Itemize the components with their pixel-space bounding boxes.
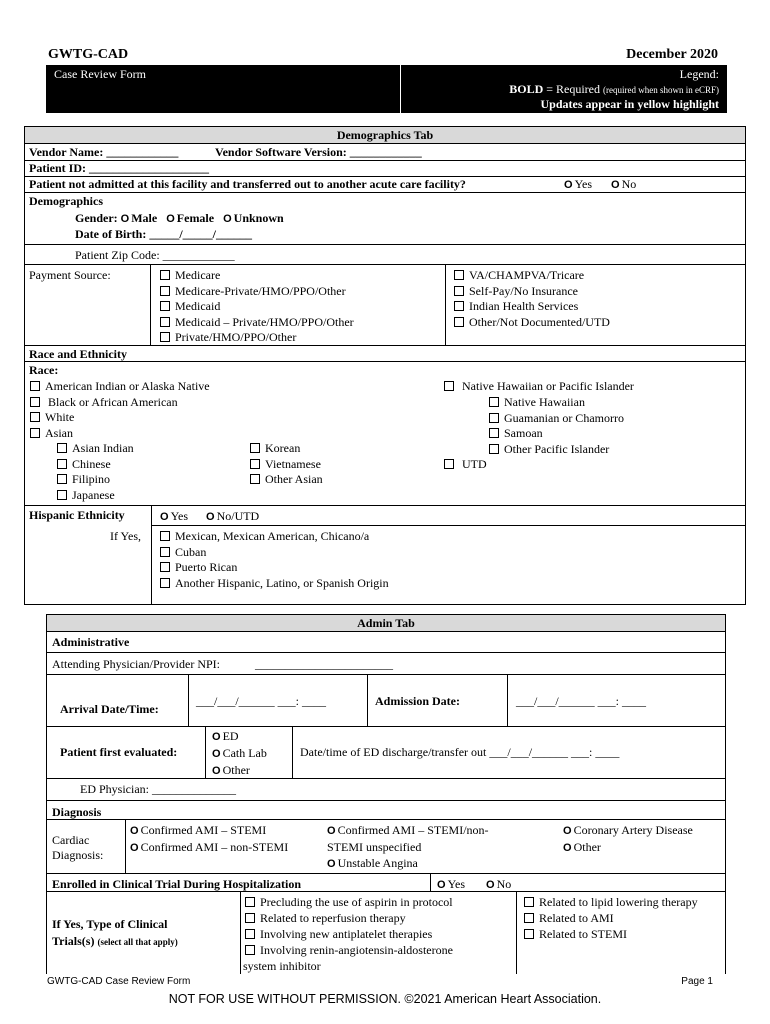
- trial-type-option-label: Related to lipid lowering therapy: [539, 895, 698, 909]
- payment-option-label: Indian Health Services: [469, 299, 579, 314]
- trial-type-option-label: Related to STEMI: [539, 927, 627, 941]
- race-nhpi[interactable]: [444, 379, 634, 394]
- checkbox-icon: [160, 317, 170, 327]
- race-option[interactable]: [30, 410, 210, 426]
- gender-female[interactable]: [166, 211, 214, 225]
- trial-yes-label: Yes: [447, 877, 466, 891]
- checkbox-icon: [160, 562, 170, 572]
- legend-required: [509, 82, 719, 97]
- radio-icon: O: [130, 825, 139, 837]
- checkbox-icon: [444, 459, 454, 469]
- asian-option-label: Korean: [265, 441, 301, 455]
- checkbox-icon: [489, 428, 499, 438]
- radio-icon: O: [563, 842, 572, 854]
- checkbox-icon: [524, 897, 534, 907]
- admission-datetime-field[interactable]: ___/___/______ ___: ____: [516, 694, 647, 708]
- hispanic-option-label: Another Hispanic, Latino, or Spanish Origin: [175, 575, 389, 590]
- radio-icon: O: [206, 511, 215, 523]
- diagnosis-col1: [130, 822, 288, 856]
- checkbox-icon: [57, 490, 67, 500]
- asian-option-label: Asian Indian: [72, 441, 134, 455]
- trial-type-option[interactable]: [245, 942, 453, 958]
- asian-option[interactable]: [250, 457, 323, 473]
- payment-option[interactable]: [454, 284, 610, 300]
- diagnosis-option[interactable]: [563, 839, 693, 856]
- checkbox-icon: [489, 413, 499, 423]
- arrival-datetime-field[interactable]: ___/___/______ ___: ____: [196, 694, 327, 708]
- asian-option-label: Japanese: [72, 487, 115, 502]
- hispanic-no-label: No/UTD: [216, 509, 260, 523]
- first-evaluated-options: [212, 728, 267, 779]
- race-option-label: White: [45, 410, 75, 425]
- hispanic-options-list: [160, 529, 389, 591]
- first-eval-option-label: ED: [222, 729, 239, 743]
- diagnosis-option-label: Confirmed AMI – STEMI: [140, 823, 267, 837]
- trial-no[interactable]: [486, 877, 511, 892]
- payment-source-label: Payment Source:: [29, 268, 111, 282]
- date-of-birth[interactable]: Date of Birth: _____/_____/______: [75, 227, 252, 241]
- legend-updates: Updates appear in yellow highlight: [540, 97, 719, 111]
- nhpi-option[interactable]: [489, 411, 624, 427]
- radio-icon: O: [611, 179, 620, 191]
- checkbox-icon: [30, 412, 40, 422]
- radio-icon: O: [564, 179, 573, 191]
- hispanic-option-label: Cuban: [175, 544, 207, 559]
- cardiac-label-line2: Diagnosis:: [52, 848, 104, 862]
- hispanic-option[interactable]: [160, 576, 389, 592]
- asian-option-label: Filipino: [72, 472, 111, 487]
- payment-option-label: Self-Pay/No Insurance: [469, 283, 578, 298]
- checkbox-icon: [524, 929, 534, 939]
- gender-unknown-label: Unknown: [233, 211, 284, 225]
- gender-row: [75, 211, 284, 226]
- trial-type-option[interactable]: [524, 910, 698, 926]
- nhpi-option[interactable]: [489, 395, 624, 411]
- radio-icon: O: [130, 842, 139, 854]
- first-eval-option[interactable]: [212, 728, 267, 745]
- attending-npi-label: Attending Physician/Provider NPI:: [52, 657, 220, 671]
- footer-form-name: GWTG-CAD Case Review Form: [47, 976, 191, 987]
- payment-option[interactable]: [160, 315, 354, 331]
- checkbox-icon: [30, 381, 40, 391]
- form-code: GWTG-CAD: [48, 47, 129, 62]
- checkbox-icon: [245, 945, 255, 955]
- checkbox-icon: [160, 286, 170, 296]
- payment-option-label: Other/Not Documented/UTD: [469, 314, 610, 329]
- arrival-label: Arrival Date/Time:: [60, 702, 159, 716]
- checkbox-icon: [160, 301, 170, 311]
- payment-option-label: Medicare: [175, 268, 221, 282]
- gender-unknown[interactable]: [223, 211, 284, 225]
- payment-option-label: Private/HMO/PPO/Other: [175, 330, 297, 345]
- trial-type-option[interactable]: [245, 926, 453, 942]
- race-utd[interactable]: [444, 457, 487, 472]
- trial-type-option[interactable]: [524, 926, 698, 942]
- trial-type-option[interactable]: [524, 894, 698, 910]
- asian-subgroup-col2: [250, 441, 323, 488]
- diagnosis-option[interactable]: [327, 855, 489, 872]
- checkbox-icon: [444, 381, 454, 391]
- trial-type-option-label: Related to reperfusion therapy: [260, 911, 406, 925]
- cardiac-diagnosis-label: [52, 833, 103, 863]
- nhpi-option-label: Native Hawaiian: [504, 395, 585, 409]
- nhpi-option-label: Samoan: [504, 426, 543, 441]
- radio-icon: O: [563, 825, 572, 837]
- payment-option[interactable]: [160, 284, 354, 300]
- checkbox-icon: [30, 428, 40, 438]
- checkbox-icon: [245, 897, 255, 907]
- payment-option[interactable]: [160, 268, 354, 284]
- radio-icon: O: [223, 213, 232, 225]
- asian-option[interactable]: [57, 457, 134, 473]
- hispanic-option[interactable]: [160, 545, 389, 561]
- demographics-label: Demographics: [29, 194, 103, 208]
- trial-type-option[interactable]: [245, 910, 453, 926]
- gender-female-label: Female: [176, 211, 215, 225]
- first-eval-option-label: Other: [222, 763, 250, 777]
- diagnosis-option-label: Coronary Artery Disease: [573, 823, 693, 837]
- trial-no-label: No: [496, 877, 512, 891]
- radio-icon: O: [212, 748, 221, 760]
- administrative-label: Administrative: [52, 635, 130, 649]
- checkbox-icon: [489, 444, 499, 454]
- payment-option-label: Medicaid – Private/HMO/PPO/Other: [175, 314, 354, 329]
- checkbox-icon: [454, 317, 464, 327]
- diagnosis-option-label: Other: [573, 840, 601, 854]
- legend-required-text: = Required: [543, 82, 604, 96]
- radio-icon: O: [486, 879, 495, 891]
- diagnosis-option-label: Confirmed AMI – non-STEMI: [140, 840, 289, 854]
- checkbox-icon: [250, 459, 260, 469]
- payment-option[interactable]: [160, 330, 354, 346]
- diagnosis-col2: [327, 822, 489, 872]
- diagnosis-option[interactable]: [130, 839, 288, 856]
- first-eval-option[interactable]: [212, 762, 267, 779]
- if-yes-label: If Yes,: [110, 529, 142, 543]
- transfer-no-label: No: [621, 177, 637, 191]
- nhpi-option[interactable]: [489, 442, 624, 458]
- checkbox-icon: [454, 270, 464, 280]
- diagnosis-option[interactable]: [563, 822, 693, 839]
- demographics-tab-title: Demographics Tab: [25, 127, 745, 144]
- trial-type-option-label: Involving new antiplatelet therapies: [260, 927, 433, 941]
- hispanic-no[interactable]: [206, 509, 259, 524]
- race-option[interactable]: [30, 379, 210, 395]
- race-option[interactable]: [30, 426, 210, 442]
- trial-type-option-label: Related to AMI: [539, 911, 614, 925]
- admission-label: Admission Date:: [375, 694, 461, 708]
- asian-option-label: Other Asian: [265, 472, 323, 487]
- diagnosis-option[interactable]: [327, 822, 489, 839]
- legend-bold: BOLD: [509, 82, 544, 96]
- asian-option[interactable]: [57, 472, 134, 488]
- payment-right-list: [454, 268, 610, 330]
- diagnosis-option-wrap: STEMI unspecified: [327, 840, 422, 854]
- hispanic-option-label: Mexican, Mexican American, Chicano/a: [175, 529, 370, 543]
- race-option-label: American Indian or Alaska Native: [45, 379, 210, 393]
- attending-npi-field[interactable]: _______________________: [255, 657, 393, 671]
- nhpi-option[interactable]: [489, 426, 624, 442]
- checkbox-icon: [454, 301, 464, 311]
- race-ethnicity-label: Race and Ethnicity: [29, 347, 128, 361]
- radio-icon: O: [160, 511, 169, 523]
- diagnosis-option[interactable]: [130, 822, 288, 839]
- trial-yes[interactable]: [437, 877, 465, 892]
- payment-option[interactable]: [454, 299, 610, 315]
- vendor-name[interactable]: Vendor Name: ____________: [29, 145, 179, 159]
- radio-icon: O: [212, 731, 221, 743]
- trial-type-option-label: Precluding the use of aspirin in protocol: [260, 895, 453, 909]
- checkbox-icon: [57, 474, 67, 484]
- checkbox-icon: [57, 443, 67, 453]
- radio-icon: O: [212, 765, 221, 777]
- trial-type-option-label: Involving renin-angiotensin-aldosterone: [260, 943, 453, 957]
- hispanic-ethnicity-label: Hispanic Ethnicity: [29, 508, 125, 522]
- nhpi-option-label: Guamanian or Chamorro: [504, 410, 624, 425]
- race-option-label: Black or African American: [45, 394, 178, 409]
- legend-required-note: (required when shown in eCRF): [603, 85, 719, 95]
- payment-option[interactable]: [160, 299, 354, 315]
- footer-page-number: Page 1: [681, 976, 713, 987]
- radio-icon: O: [327, 825, 336, 837]
- diagnosis-option-label: Unstable Angina: [337, 856, 418, 870]
- footer-permission-notice: NOT FOR USE WITHOUT PERMISSION. ©2021 American Heart Association.: [168, 992, 602, 1006]
- payment-left-list: [160, 268, 354, 346]
- checkbox-icon: [250, 474, 260, 484]
- trial-type-line1: If Yes, Type of Clinical: [52, 917, 168, 931]
- patient-id[interactable]: Patient ID: ____________________: [29, 161, 209, 175]
- first-eval-option-label: Cath Lab: [222, 746, 267, 760]
- ed-physician-field[interactable]: ED Physician: ______________: [80, 782, 236, 796]
- trial-type-option-wrap: system inhibitor: [243, 959, 321, 973]
- hispanic-yes-label: Yes: [170, 509, 189, 523]
- checkbox-icon: [30, 397, 40, 407]
- hispanic-option-label: Puerto Rican: [175, 560, 238, 575]
- checkbox-icon: [489, 397, 499, 407]
- clinical-trial-label: Enrolled in Clinical Trial During Hospitalization: [52, 877, 302, 891]
- trial-type-mid-list: [245, 894, 453, 974]
- radio-icon: O: [437, 879, 446, 891]
- transfer-question: Patient not admitted at this facility and transferred out to another acute care facility?: [29, 177, 466, 191]
- asian-option-label: Vietnamese: [265, 456, 321, 471]
- checkbox-icon: [454, 286, 464, 296]
- cardiac-label-line1: Cardiac: [52, 833, 90, 847]
- radio-icon: O: [327, 858, 336, 870]
- diagnosis-col3: [563, 822, 693, 856]
- header-divider: [400, 65, 401, 113]
- asian-option[interactable]: [57, 488, 134, 504]
- hispanic-option[interactable]: [160, 529, 389, 545]
- payment-option-label: Medicaid: [175, 299, 221, 314]
- payment-option-label: VA/CHAMPVA/Tricare: [469, 268, 585, 282]
- asian-option[interactable]: [250, 441, 323, 457]
- transfer-no[interactable]: [611, 177, 636, 192]
- ed-discharge-datetime[interactable]: Date/time of ED discharge/transfer out ___/___/______ ___: ____: [300, 745, 620, 759]
- payment-option[interactable]: [454, 268, 610, 284]
- admin-tab-title: Admin Tab: [47, 615, 725, 632]
- header-subtitle: Case Review Form: [54, 67, 146, 81]
- payment-option[interactable]: [454, 315, 610, 331]
- radio-icon: O: [166, 213, 175, 225]
- checkbox-icon: [245, 929, 255, 939]
- transfer-yes-label: Yes: [574, 177, 593, 191]
- trial-type-note: (select all that apply): [97, 937, 178, 947]
- trial-type-option[interactable]: [245, 894, 453, 910]
- payment-option-label: Medicare-Private/HMO/PPO/Other: [175, 283, 346, 298]
- checkbox-icon: [160, 531, 170, 541]
- asian-option[interactable]: [250, 472, 323, 488]
- race-nhpi-label: Native Hawaiian or Pacific Islander: [462, 379, 634, 393]
- diagnosis-label: Diagnosis: [52, 805, 102, 819]
- race-label: Race:: [29, 363, 59, 377]
- checkbox-icon: [160, 270, 170, 280]
- hispanic-option[interactable]: [160, 560, 389, 576]
- first-eval-option[interactable]: [212, 745, 267, 762]
- checkbox-icon: [57, 459, 67, 469]
- asian-subgroup-col1: [57, 441, 134, 503]
- diagnosis-option-label: Confirmed AMI – STEMI/non-: [337, 823, 489, 837]
- trial-type-label: [52, 916, 178, 951]
- header-banner: [46, 65, 727, 113]
- checkbox-icon: [160, 578, 170, 588]
- checkbox-icon: [160, 547, 170, 557]
- legend-label: Legend:: [679, 67, 719, 81]
- asian-option[interactable]: [57, 441, 134, 457]
- asian-option-label: Chinese: [72, 456, 111, 471]
- patient-zip-code[interactable]: Patient Zip Code: ____________: [75, 248, 235, 262]
- checkbox-icon: [250, 443, 260, 453]
- radio-icon: O: [120, 213, 130, 225]
- race-left-list: [30, 379, 210, 441]
- form-date: December 2020: [626, 47, 718, 62]
- trial-type-right-list: [524, 894, 698, 942]
- gender-male-label: Male: [131, 211, 158, 225]
- checkbox-icon: [245, 913, 255, 923]
- race-utd-label: UTD: [462, 457, 487, 471]
- vendor-software-version[interactable]: Vendor Software Version: ____________: [215, 145, 422, 159]
- transfer-yes[interactable]: [564, 177, 592, 192]
- race-option-label: Asian: [45, 425, 73, 440]
- checkbox-icon: [160, 332, 170, 342]
- race-option[interactable]: [30, 395, 210, 411]
- nhpi-subgroup-list: [489, 395, 624, 457]
- hispanic-yes[interactable]: [160, 509, 188, 524]
- first-evaluated-label: Patient first evaluated:: [60, 745, 178, 759]
- trial-type-line2: Trials(s): [52, 934, 95, 948]
- checkbox-icon: [524, 913, 534, 923]
- nhpi-option-label: Other Pacific Islander: [504, 441, 610, 456]
- gender-male[interactable]: [121, 211, 158, 225]
- gender-label: Gender:: [75, 211, 118, 225]
